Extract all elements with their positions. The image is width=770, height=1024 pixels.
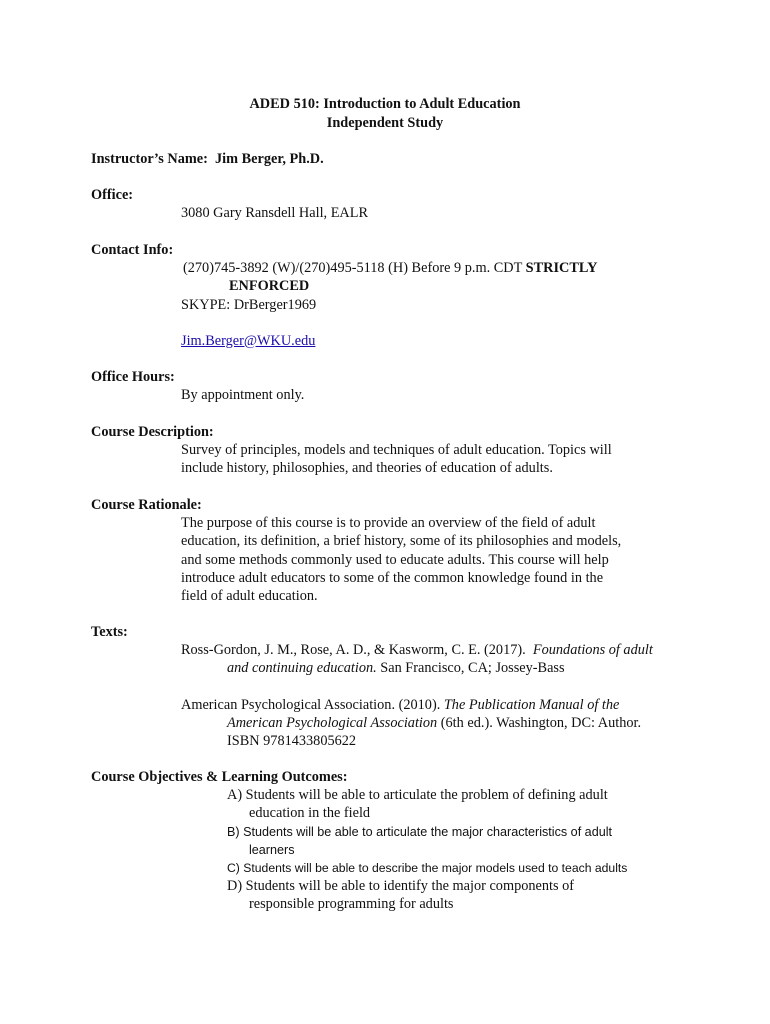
office-value: 3080 Gary Ransdell Hall, EALR (181, 205, 369, 222)
rationale-line: field of adult education. (181, 588, 318, 605)
description-section (91, 423, 691, 478)
objective-item: A) Students will be able to articulate the problem of defining adult education in the field (227, 787, 608, 822)
objectives-list (227, 786, 687, 913)
enforced-text: ENFORCED (229, 278, 310, 295)
ref1-publisher: San Francisco, CA; Jossey-Bass (380, 660, 565, 677)
phone-numbers: (270)745-3892 (W)/(270)495-5118 (H) Before 9 p.m. CDT (183, 260, 523, 277)
strictly-text: STRICTLY (525, 260, 598, 277)
ref1-authors: Ross-Gordon, J. M., Rose, A. D., & Kasworm, C. E. (2017). (181, 642, 526, 659)
texts-section (91, 623, 691, 750)
ref1-title-a: Foundations of adult (532, 642, 653, 659)
reference-1 (181, 641, 727, 677)
description-label: Course Description: (91, 424, 214, 440)
document-title (0, 95, 770, 133)
instructor-label: Instructor’s Name: (91, 151, 208, 167)
ref2-title-b: American Psychological Association (227, 714, 438, 731)
skype-id: SKYPE: DrBerger1969 (181, 296, 317, 313)
rationale-section (91, 496, 691, 605)
ref1-title-b: and continuing education. (227, 660, 377, 677)
objectives-label: Course Objectives & Learning Outcomes: (91, 769, 348, 785)
office-hours-section (91, 368, 691, 404)
office-label: Office: (91, 187, 134, 203)
instructor-name: Jim Berger, Ph.D. (215, 151, 324, 167)
ref2-isbn: ISBN 9781433805622 (227, 733, 357, 750)
contact-section (91, 241, 691, 350)
description-line-1: Survey of principles, models and techniques of adult education. Topics will (181, 442, 612, 459)
rationale-line: introduce adult educators to some of the common knowledge found in the (181, 569, 604, 586)
rationale-label: Course Rationale: (91, 497, 202, 513)
ref2-authors: American Psychological Association. (2010). (181, 696, 441, 713)
course-title: ADED 510: Introduction to Adult Education (249, 96, 521, 112)
ref2-edition: (6th ed.). Washington, DC: Author. (440, 714, 642, 731)
rationale-line: and some methods commonly used to educate adults. This course will help (181, 551, 609, 568)
contact-label: Contact Info: (91, 242, 174, 258)
office-section (91, 186, 691, 222)
email-link[interactable]: Jim.Berger@WKU.edu (181, 332, 316, 349)
objective-item: D) Students will be able to identify the major components of responsible programming for adults (227, 878, 575, 913)
description-line-2: include history, philosophies, and theories of education of adults. (181, 460, 553, 477)
objective-item: C) Students will be able to describe the major models used to teach adults (227, 861, 628, 876)
objective-item: B) Students will be able to articulate the major characteristics of adult learners (227, 824, 612, 857)
objectives-section (91, 768, 691, 914)
texts-label: Texts: (91, 624, 128, 640)
reference-2 (181, 696, 727, 751)
office-hours-value: By appointment only. (181, 387, 305, 404)
instructor-section (91, 150, 691, 168)
ref2-title-a: The Publication Manual of the (443, 696, 620, 713)
course-subtitle: Independent Study (326, 115, 444, 131)
office-hours-label: Office Hours: (91, 369, 175, 385)
rationale-line: education, its definition, a brief history, some of its philosophies and models, (181, 533, 622, 550)
rationale-line: The purpose of this course is to provide an overview of the field of adult (181, 515, 596, 532)
contact-phone (183, 259, 729, 295)
